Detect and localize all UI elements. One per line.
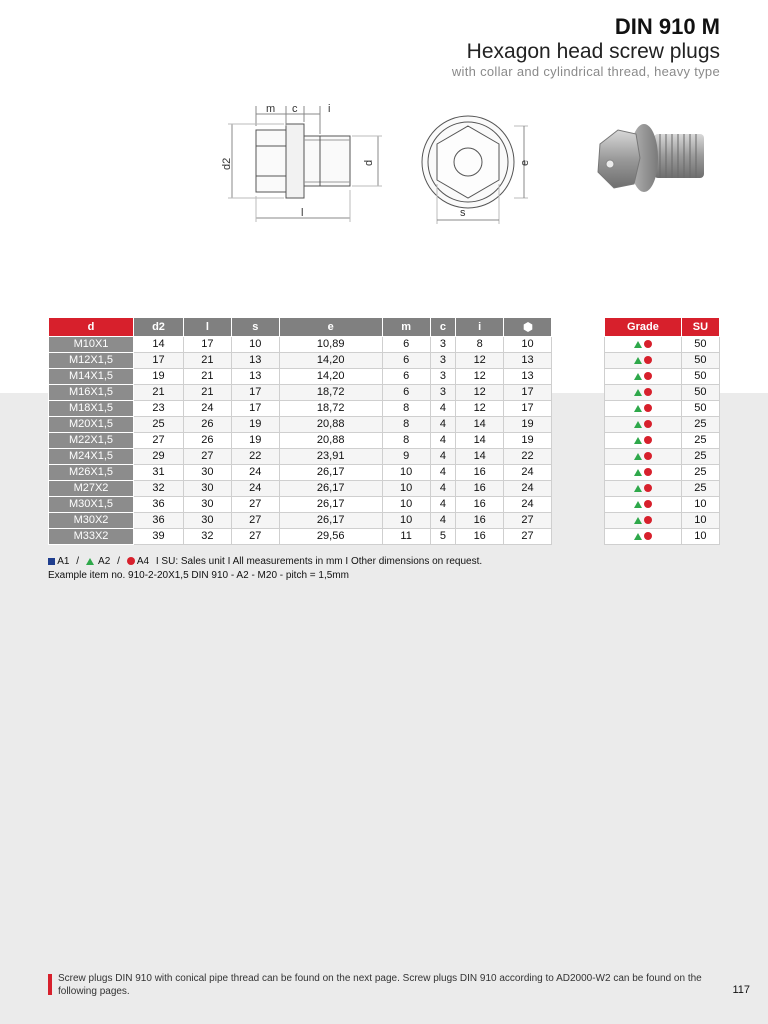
- page-header: [452, 14, 720, 80]
- side-table-row: [605, 465, 720, 481]
- side-table-row: [605, 417, 720, 433]
- cell-m: 9: [382, 449, 430, 465]
- cell-s: 24: [231, 465, 279, 481]
- col-header-l: l: [183, 318, 231, 337]
- cell-d: M22X1,5: [49, 433, 134, 449]
- col-header-i: i: [456, 318, 504, 337]
- cell-d: M10X1: [49, 337, 134, 353]
- cell-grade: [605, 353, 682, 369]
- cell-su: 25: [681, 417, 719, 433]
- cell-d2: 32: [134, 481, 184, 497]
- cell-m: 8: [382, 401, 430, 417]
- side-table-header-row: [605, 318, 720, 337]
- table-row: [49, 417, 552, 433]
- legend-separator: /: [76, 556, 80, 567]
- a4-dot-icon: [644, 404, 652, 412]
- cell-su: 25: [681, 449, 719, 465]
- cell-e: 14,20: [279, 369, 382, 385]
- cell-hex: 19: [504, 433, 552, 449]
- cell-su: 50: [681, 385, 719, 401]
- cell-c: 5: [430, 529, 456, 545]
- side-view-drawing: [210, 96, 390, 226]
- label-m: m: [266, 103, 276, 115]
- cell-l: 21: [183, 369, 231, 385]
- cell-e: 10,89: [279, 337, 382, 353]
- cell-d: M26X1,5: [49, 465, 134, 481]
- side-table-row: [605, 449, 720, 465]
- a2-triangle-icon: [634, 357, 642, 364]
- hexagon-icon: [523, 322, 533, 332]
- cell-s: 24: [231, 481, 279, 497]
- a4-dot-icon: [644, 468, 652, 476]
- table-row: [49, 401, 552, 417]
- cell-hex: 17: [504, 401, 552, 417]
- cell-l: 21: [183, 353, 231, 369]
- side-table-row: [605, 529, 720, 545]
- cell-d: M30X2: [49, 513, 134, 529]
- a4-dot-icon: [127, 557, 135, 565]
- a4-dot-icon: [644, 532, 652, 540]
- cell-m: 10: [382, 497, 430, 513]
- cell-hex: 13: [504, 369, 552, 385]
- cell-i: 14: [456, 417, 504, 433]
- cell-i: 14: [456, 433, 504, 449]
- a2-triangle-icon: [634, 501, 642, 508]
- col-header-hex: [504, 318, 552, 337]
- side-table-row: [605, 481, 720, 497]
- cell-i: 14: [456, 449, 504, 465]
- cell-d: M16X1,5: [49, 385, 134, 401]
- cell-su: 50: [681, 337, 719, 353]
- cell-d2: 29: [134, 449, 184, 465]
- cell-l: 30: [183, 481, 231, 497]
- dimension-table-body: [49, 337, 552, 545]
- legend-a1: A1: [57, 556, 70, 567]
- cell-d: M12X1,5: [49, 353, 134, 369]
- label-e: e: [519, 159, 531, 166]
- cell-m: 6: [382, 385, 430, 401]
- label-d2: d2: [221, 157, 233, 170]
- cell-m: 10: [382, 465, 430, 481]
- cell-d2: 25: [134, 417, 184, 433]
- cell-i: 16: [456, 465, 504, 481]
- a2-triangle-icon: [86, 558, 94, 565]
- cell-l: 32: [183, 529, 231, 545]
- a2-triangle-icon: [634, 533, 642, 540]
- cell-grade: [605, 417, 682, 433]
- side-table-row: [605, 385, 720, 401]
- table-row: [49, 353, 552, 369]
- col-header-c: c: [430, 318, 456, 337]
- cell-su: 10: [681, 497, 719, 513]
- cell-c: 4: [430, 481, 456, 497]
- a2-triangle-icon: [634, 405, 642, 412]
- cell-i: 12: [456, 401, 504, 417]
- cell-c: 4: [430, 449, 456, 465]
- cell-d: M14X1,5: [49, 369, 134, 385]
- cell-d2: 39: [134, 529, 184, 545]
- table-row: [49, 497, 552, 513]
- cell-i: 12: [456, 369, 504, 385]
- page-number: 117: [732, 984, 750, 996]
- cell-hex: 10: [504, 337, 552, 353]
- col-header-m: m: [382, 318, 430, 337]
- product-photo: [588, 110, 720, 200]
- cell-d2: 19: [134, 369, 184, 385]
- a2-triangle-icon: [634, 517, 642, 524]
- table-row: [49, 337, 552, 353]
- cell-m: 10: [382, 481, 430, 497]
- a4-dot-icon: [644, 340, 652, 348]
- cell-i: 8: [456, 337, 504, 353]
- cell-i: 16: [456, 513, 504, 529]
- cell-d2: 36: [134, 513, 184, 529]
- cell-m: 10: [382, 513, 430, 529]
- cell-hex: 13: [504, 353, 552, 369]
- cell-su: 50: [681, 353, 719, 369]
- cell-m: 6: [382, 337, 430, 353]
- side-table-row: [605, 337, 720, 353]
- cell-c: 4: [430, 513, 456, 529]
- page-title: DIN 910 M: [614, 14, 720, 39]
- table-row: [49, 449, 552, 465]
- cell-m: 6: [382, 353, 430, 369]
- cell-su: 25: [681, 433, 719, 449]
- cell-d2: 14: [134, 337, 184, 353]
- cell-hex: 24: [504, 465, 552, 481]
- a4-dot-icon: [644, 388, 652, 396]
- cell-i: 12: [456, 385, 504, 401]
- a4-dot-icon: [644, 436, 652, 444]
- grade-su-table-body: [605, 337, 720, 545]
- cell-s: 22: [231, 449, 279, 465]
- legend: [48, 555, 482, 583]
- a4-dot-icon: [644, 500, 652, 508]
- a2-triangle-icon: [634, 421, 642, 428]
- cell-e: 20,88: [279, 433, 382, 449]
- cell-d: M33X2: [49, 529, 134, 545]
- cell-s: 13: [231, 369, 279, 385]
- cell-hex: 19: [504, 417, 552, 433]
- label-d: d: [363, 159, 375, 166]
- side-table-row: [605, 497, 720, 513]
- table-row: [49, 369, 552, 385]
- cell-grade: [605, 481, 682, 497]
- cell-m: 8: [382, 433, 430, 449]
- cell-d2: 27: [134, 433, 184, 449]
- cell-d2: 17: [134, 353, 184, 369]
- cell-e: 26,17: [279, 481, 382, 497]
- cell-s: 19: [231, 433, 279, 449]
- side-table-row: [605, 401, 720, 417]
- cell-c: 4: [430, 497, 456, 513]
- table-row: [49, 433, 552, 449]
- col-header-s: s: [231, 318, 279, 337]
- cell-su: 50: [681, 369, 719, 385]
- cell-grade: [605, 337, 682, 353]
- a4-dot-icon: [644, 356, 652, 364]
- cell-c: 3: [430, 385, 456, 401]
- cell-e: 18,72: [279, 385, 382, 401]
- cell-m: 8: [382, 417, 430, 433]
- legend-line: [48, 555, 482, 569]
- a4-dot-icon: [644, 452, 652, 460]
- cell-grade: [605, 497, 682, 513]
- cell-c: 4: [430, 417, 456, 433]
- cell-su: 10: [681, 513, 719, 529]
- cell-e: 26,17: [279, 465, 382, 481]
- cell-grade: [605, 465, 682, 481]
- cell-d: M18X1,5: [49, 401, 134, 417]
- cell-e: 26,17: [279, 497, 382, 513]
- side-table-row: [605, 433, 720, 449]
- cell-l: 27: [183, 449, 231, 465]
- col-header-d: d: [49, 318, 134, 337]
- cell-grade: [605, 449, 682, 465]
- cell-l: 26: [183, 417, 231, 433]
- cell-d: M27X2: [49, 481, 134, 497]
- cell-d: M20X1,5: [49, 417, 134, 433]
- label-c: c: [292, 103, 298, 115]
- cell-d2: 21: [134, 385, 184, 401]
- cell-s: 13: [231, 353, 279, 369]
- cell-su: 10: [681, 529, 719, 545]
- cell-l: 24: [183, 401, 231, 417]
- cell-e: 23,91: [279, 449, 382, 465]
- cell-m: 11: [382, 529, 430, 545]
- cell-s: 27: [231, 497, 279, 513]
- a4-dot-icon: [644, 484, 652, 492]
- cell-l: 30: [183, 513, 231, 529]
- legend-a2: A2: [98, 556, 111, 567]
- cell-l: 30: [183, 465, 231, 481]
- cell-su: 25: [681, 465, 719, 481]
- legend-notes: I SU: Sales unit I All measurements in mm I Other dimensions on request.: [155, 556, 483, 567]
- cell-m: 6: [382, 369, 430, 385]
- cell-d2: 31: [134, 465, 184, 481]
- a2-triangle-icon: [634, 485, 642, 492]
- cell-hex: 27: [504, 513, 552, 529]
- col-header-su: SU: [681, 318, 719, 337]
- front-view-drawing: [410, 96, 540, 226]
- label-s: s: [460, 207, 466, 219]
- legend-a4: A4: [136, 556, 150, 567]
- table-row: [49, 465, 552, 481]
- cell-s: 27: [231, 513, 279, 529]
- cell-su: 50: [681, 401, 719, 417]
- cell-c: 4: [430, 401, 456, 417]
- cell-l: 21: [183, 385, 231, 401]
- cell-i: 12: [456, 353, 504, 369]
- table-row: [49, 481, 552, 497]
- cell-i: 16: [456, 481, 504, 497]
- cell-c: 3: [430, 337, 456, 353]
- cell-e: 29,56: [279, 529, 382, 545]
- cell-grade: [605, 529, 682, 545]
- cell-grade: [605, 401, 682, 417]
- cell-c: 3: [430, 369, 456, 385]
- cell-d2: 23: [134, 401, 184, 417]
- cell-e: 26,17: [279, 513, 382, 529]
- side-table-row: [605, 353, 720, 369]
- table-header-row: [49, 318, 552, 337]
- cell-hex: 17: [504, 385, 552, 401]
- cell-hex: 24: [504, 497, 552, 513]
- cell-s: 27: [231, 529, 279, 545]
- cell-i: 16: [456, 497, 504, 513]
- cell-grade: [605, 385, 682, 401]
- a1-square-icon: [48, 558, 55, 565]
- cell-e: 18,72: [279, 401, 382, 417]
- cell-hex: 22: [504, 449, 552, 465]
- cell-d: M30X1,5: [49, 497, 134, 513]
- col-header-d2: d2: [134, 318, 184, 337]
- cell-l: 17: [183, 337, 231, 353]
- cell-s: 19: [231, 417, 279, 433]
- cell-hex: 27: [504, 529, 552, 545]
- cell-c: 4: [430, 465, 456, 481]
- col-header-grade: Grade: [605, 318, 682, 337]
- table-row: [49, 529, 552, 545]
- cell-grade: [605, 513, 682, 529]
- page-subtitle: Hexagon head screw plugs: [466, 40, 720, 63]
- cell-e: 14,20: [279, 353, 382, 369]
- grade-su-table: [604, 317, 720, 545]
- a2-triangle-icon: [634, 373, 642, 380]
- cell-s: 10: [231, 337, 279, 353]
- cell-l: 30: [183, 497, 231, 513]
- a4-dot-icon: [644, 516, 652, 524]
- a2-triangle-icon: [634, 437, 642, 444]
- a4-dot-icon: [644, 420, 652, 428]
- col-header-e: e: [279, 318, 382, 337]
- legend-separator: /: [117, 556, 120, 567]
- dimension-table: [48, 317, 552, 545]
- cell-su: 25: [681, 481, 719, 497]
- cell-grade: [605, 433, 682, 449]
- a2-triangle-icon: [634, 453, 642, 460]
- a2-triangle-icon: [634, 469, 642, 476]
- a2-triangle-icon: [634, 341, 642, 348]
- cell-i: 16: [456, 529, 504, 545]
- table-row: [49, 385, 552, 401]
- footer-note: Screw plugs DIN 910 with conical pipe thread can be found on the next page. Screw plugs DIN 910 according to AD2000-W2 can be found on the following pages.: [58, 973, 702, 997]
- a4-dot-icon: [644, 372, 652, 380]
- a2-triangle-icon: [634, 389, 642, 396]
- cell-c: 4: [430, 433, 456, 449]
- cell-grade: [605, 369, 682, 385]
- cell-e: 20,88: [279, 417, 382, 433]
- label-l: l: [301, 207, 304, 219]
- cell-d: M24X1,5: [49, 449, 134, 465]
- label-i: i: [328, 103, 331, 115]
- cell-hex: 24: [504, 481, 552, 497]
- table-row: [49, 513, 552, 529]
- cell-c: 3: [430, 353, 456, 369]
- cell-s: 17: [231, 385, 279, 401]
- cell-l: 26: [183, 433, 231, 449]
- side-table-row: [605, 513, 720, 529]
- page-description: with collar and cylindrical thread, heavy type: [451, 64, 720, 79]
- side-table-row: [605, 369, 720, 385]
- legend-example: Example item no. 910-2-20X1,5 DIN 910 - A2 - M20 - pitch = 1,5mm: [48, 570, 349, 581]
- cell-d2: 36: [134, 497, 184, 513]
- cell-s: 17: [231, 401, 279, 417]
